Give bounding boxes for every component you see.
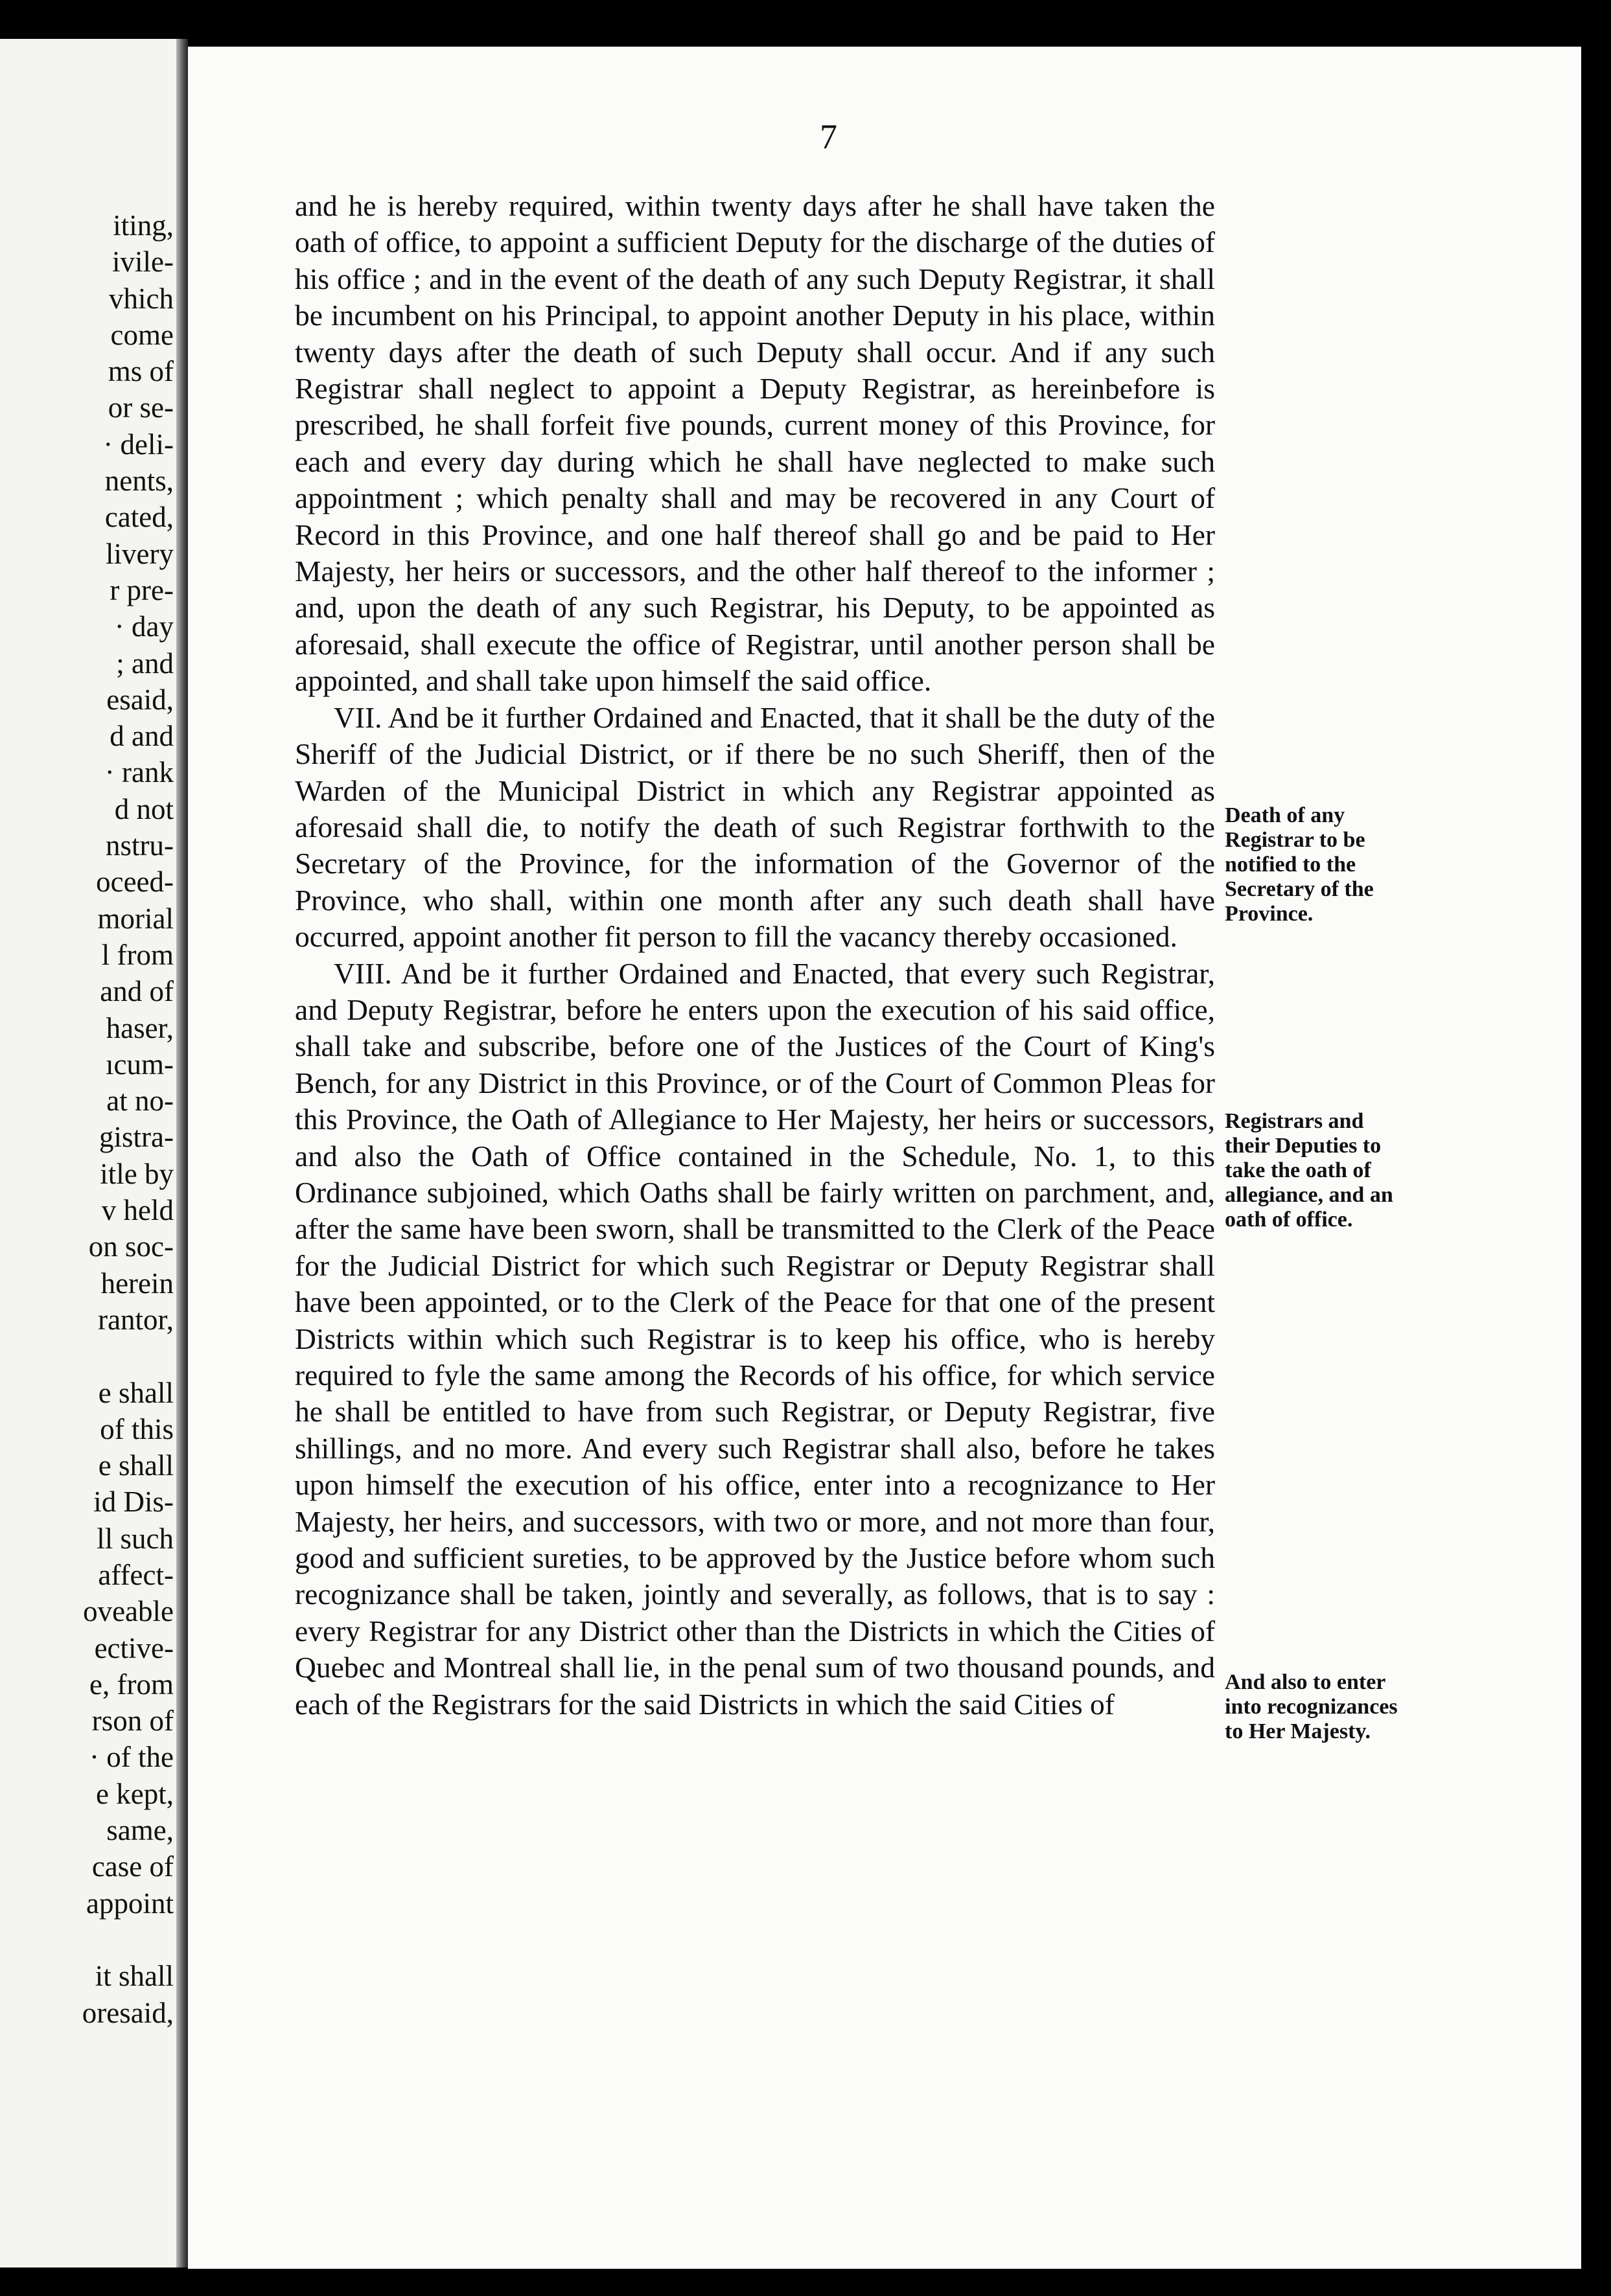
left-page-line: case of xyxy=(91,1850,174,1883)
left-page-line: ıcum- xyxy=(106,1048,174,1081)
left-page-line: it shall xyxy=(95,1960,174,1993)
left-page-line: v held xyxy=(101,1194,174,1227)
paragraph-section-vii: VII. And be it further Ordained and Enacted, that it shall be the duty of the Sheriff of the Judicial District, or if there be no such Sheriff, then of the Warden of the Municipal District in which any Registrar appointed as aforesaid shall die, to notify the death of such Registrar forthwith to the Secretary of the Province, for the information of the Governor of the Province, who shall, within one month after any such death shall have occurred, appoint another fit person to fill the vacancy thereby occasioned. xyxy=(295,700,1215,954)
left-page-line: ivile- xyxy=(112,246,174,279)
left-page-line: and of xyxy=(100,975,174,1008)
book-gutter xyxy=(176,39,188,2267)
left-page-line: ective- xyxy=(94,1631,174,1664)
left-page-line: ll such xyxy=(97,1522,174,1555)
left-page-line: oceed- xyxy=(96,866,174,899)
left-page-line: herein xyxy=(100,1267,174,1300)
left-page-line: oresaid, xyxy=(82,1996,174,2029)
left-page-line: oveable xyxy=(83,1595,174,1628)
paragraph-section-viii: VIII. And be it further Ordained and Enacted, that every such Registrar, and Deputy Registrar, before he enters upon the execution of his said office, shall take and subscribe, before one of the Justices of the Court of King's Bench, for any District in this Province, or of the Court of Common Pleas for this Province, the Oath of Allegiance to Her Majesty, her heirs or successors, and also the Oath of Office contained in the Schedule, No. 1, to this Ordinance subjoined, which Oaths shall be fairly written on parchment, and, after the same have been sworn, shall be transmitted to the Clerk of the Peace for the Judicial District for which such Registrar or Deputy Registrar shall have been appointed, or to the Clerk of the Peace for that one of the present Districts within which such Registrar is to keep his office, who is hereby required to fyle the same among the Records of his office, for which service he shall be entitled to have from such Registrar, or Deputy Registrar, five shillings, and no more. And every such Registrar shall also, before he takes upon himself the execution of his office, enter into a recognizance to Her Majesty, her heirs, and successors, with two or more, and not more than four, good and sufficient sureties, to be approved by the Justice before whom such recognizance shall be taken, jointly and severally, as follows, that is to say : every Registrar for any District other than the Districts in which the Cities of Quebec and Montreal shall lie, in the penal sum of two thousand pounds, and each of the Registrars for the said Districts in which the said Cities of xyxy=(295,956,1215,1721)
left-page-line: same, xyxy=(106,1814,174,1847)
margin-note-oaths: Registrars and their Deputies to take the oath of allegiance, and an oath of office. xyxy=(1225,1109,1393,1232)
left-page-line: gistra- xyxy=(99,1121,174,1154)
left-page-line: of this xyxy=(100,1412,174,1445)
page-number: 7 xyxy=(820,117,837,156)
left-page-line: nents, xyxy=(104,465,174,498)
left-page-line: d not xyxy=(114,792,174,825)
left-page-line: r pre- xyxy=(110,573,174,606)
left-page-line: · of the xyxy=(89,1741,174,1774)
left-page-line: · day xyxy=(114,610,174,643)
left-page-line: come xyxy=(110,318,174,351)
left-page-line: at no- xyxy=(106,1085,174,1118)
paragraph-continuation: and he is hereby required, within twenty days after he shall have taken the oath of office, to appoint a sufficient Deputy for the discharge of the duties of his office ; and in the event of the death of any such Deputy Registrar, it shall be incumbent on his Principal, to appoint another Deputy in his place, within twenty days after the death of such Deputy shall occur. And if any such Registrar shall neglect to appoint a Deputy Registrar, as hereinbefore is prescribed, he shall forfeit five pounds, current money of this Province, for each and every day during which he shall have neglected to make such appointment ; which penalty shall and may be recovered in any Court of Record in this Province, and one half thereof shall go and be paid to Her Majesty, her heirs or successors, and the other half thereof to the informer ; and, upon the death of any such Registrar, his Deputy, to be appointed as aforesaid, shall execute the office of Registrar, until another person shall be appointed, and shall take upon himself the said office. xyxy=(295,189,1215,698)
left-page xyxy=(0,39,176,2267)
left-page-line: appoint xyxy=(86,1887,174,1920)
left-page-line: l from xyxy=(101,938,174,971)
left-page-line: morial xyxy=(97,902,174,935)
body-text xyxy=(295,188,1215,1723)
left-page-line: esaid, xyxy=(106,683,174,716)
left-page-line: affect- xyxy=(98,1558,174,1591)
left-page-line xyxy=(0,1338,174,1374)
left-page-line: e kept, xyxy=(96,1777,174,1810)
left-page-line: · rank xyxy=(104,756,174,789)
left-page-fragments xyxy=(0,207,174,2031)
left-page-line: · deli- xyxy=(103,428,174,461)
left-page-line: ; and xyxy=(116,647,174,680)
left-page-line: rantor, xyxy=(98,1303,174,1336)
left-page-line: d and xyxy=(110,720,174,753)
left-page-line: or se- xyxy=(108,391,174,424)
left-page-line: ms of xyxy=(108,355,174,388)
left-page-line: iting, xyxy=(113,209,174,242)
left-page-line: id Dis- xyxy=(93,1486,174,1519)
left-page-line xyxy=(0,1922,174,1958)
left-page-line: e shall xyxy=(98,1449,174,1482)
left-page-line: on soc- xyxy=(88,1230,174,1263)
margin-note-recognizances: And also to enter into recognizances to Her Majesty. xyxy=(1225,1670,1398,1743)
left-page-line: livery xyxy=(106,537,174,570)
left-page-line: haser, xyxy=(106,1011,174,1044)
left-page-line: e shall xyxy=(98,1376,174,1409)
left-page-line: nstru- xyxy=(106,829,174,862)
left-page-line: cated, xyxy=(104,501,174,534)
left-page-line: itle by xyxy=(100,1157,174,1190)
margin-note-death-of-registrar: Death of any Registrar to be notified to the Secretary of the Province. xyxy=(1225,803,1374,926)
left-page-line: e, from xyxy=(89,1668,174,1701)
left-page-line: rson of xyxy=(91,1705,174,1738)
left-page-line: vhich xyxy=(109,282,174,315)
